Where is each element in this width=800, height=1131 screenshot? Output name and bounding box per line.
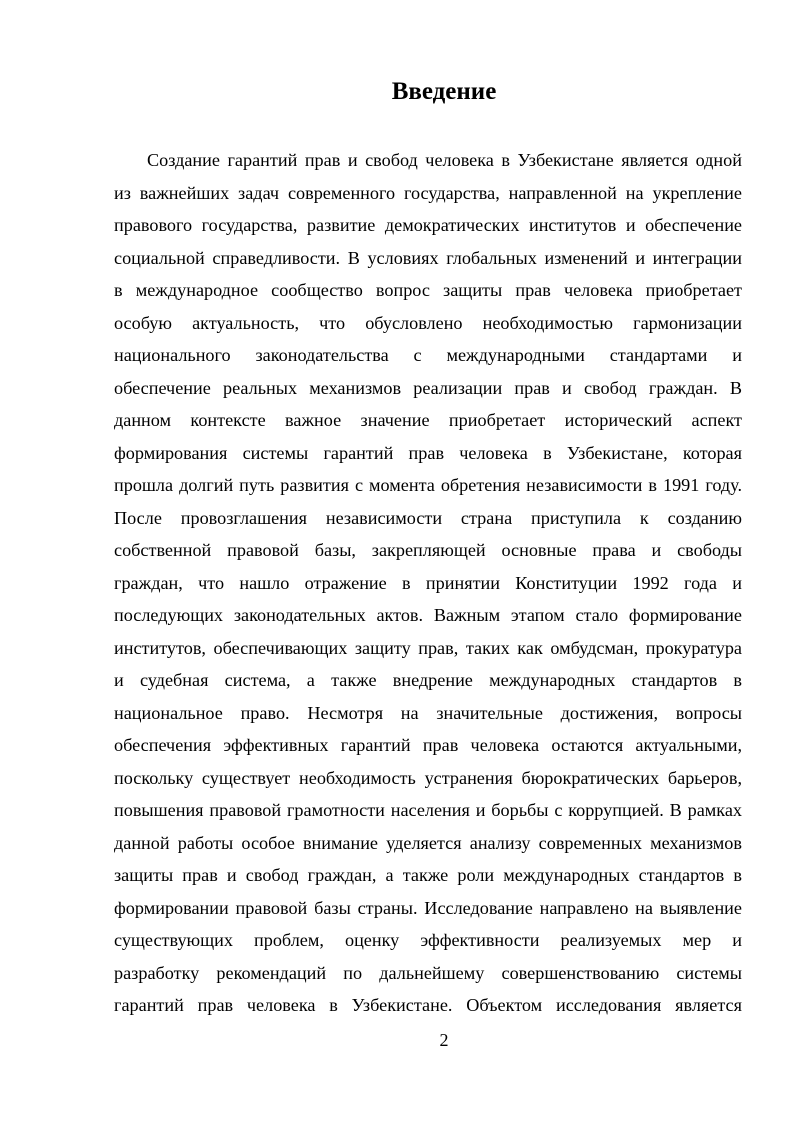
text-line: из важнейших задач современного государства, направленной на укрепление <box>114 182 742 203</box>
text-line: национальное право. Несмотря на значительные достижения, вопросы <box>114 702 742 723</box>
text-line: повышения правовой грамотности населения и борьбы с коррупцией. В рамках <box>114 800 742 820</box>
text-line: существующих проблем, оценку эффективности реализуемых мер и <box>114 930 742 950</box>
text-line: прошла долгий путь развития с момента обретения независимости в 1991 году. <box>114 475 742 495</box>
text-line: обеспечение реальных механизмов реализации прав и свобод граждан. В <box>114 377 742 398</box>
text-line: формирования системы гарантий прав человека в Узбекистане, которая <box>114 442 742 463</box>
text-line: правового государства, развитие демократических институтов и обеспечение <box>114 215 742 235</box>
text-line: и судебная система, а также внедрение международных стандартов в <box>114 670 742 690</box>
text-line: поскольку существует необходимость устранения бюрократических барьеров, <box>114 767 742 788</box>
text-line: гарантий прав человека в Узбекистане. Объектом исследования является <box>114 995 742 1015</box>
page-title: Введение <box>391 78 497 105</box>
text-line: в международное сообщество вопрос защиты прав человека приобретает <box>114 280 742 300</box>
text-line: формировании правовой базы страны. Исследование направлено на выявление <box>114 897 742 918</box>
text-line: институтов, обеспечивающих защиту прав, таких как омбудсман, прокуратура <box>114 637 742 658</box>
text-line: После провозглашения независимости страна приступила к созданию <box>114 507 742 528</box>
text-line: национального законодательства с международными стандартами и <box>114 345 742 365</box>
text-line: особую актуальность, что обусловлено необходимостью гармонизации <box>114 312 742 333</box>
text-line: социальной справедливости. В условиях глобальных изменений и интеграции <box>114 247 742 268</box>
body-paragraph <box>114 144 742 1022</box>
page-number: 2 <box>439 1030 449 1050</box>
text-line: последующих законодательных актов. Важным этапом стало формирование <box>114 605 742 625</box>
text-line: граждан, что нашло отражение в принятии Конституции 1992 года и <box>114 572 742 593</box>
text-line: данном контексте важное значение приобретает исторический аспект <box>114 410 742 430</box>
text-line: разработку рекомендаций по дальнейшему совершенствованию системы <box>114 962 742 983</box>
text-line: Создание гарантий прав и свобод человека в Узбекистане является одной <box>147 150 742 170</box>
text-line: данной работы особое внимание уделяется анализу современных механизмов <box>114 832 742 853</box>
text-line: защиты прав и свобод граждан, а также роли международных стандартов в <box>114 865 742 885</box>
text-line: обеспечения эффективных гарантий прав человека остаются актуальными, <box>114 735 742 755</box>
text-line: собственной правовой базы, закрепляющей основные права и свободы <box>114 540 742 560</box>
